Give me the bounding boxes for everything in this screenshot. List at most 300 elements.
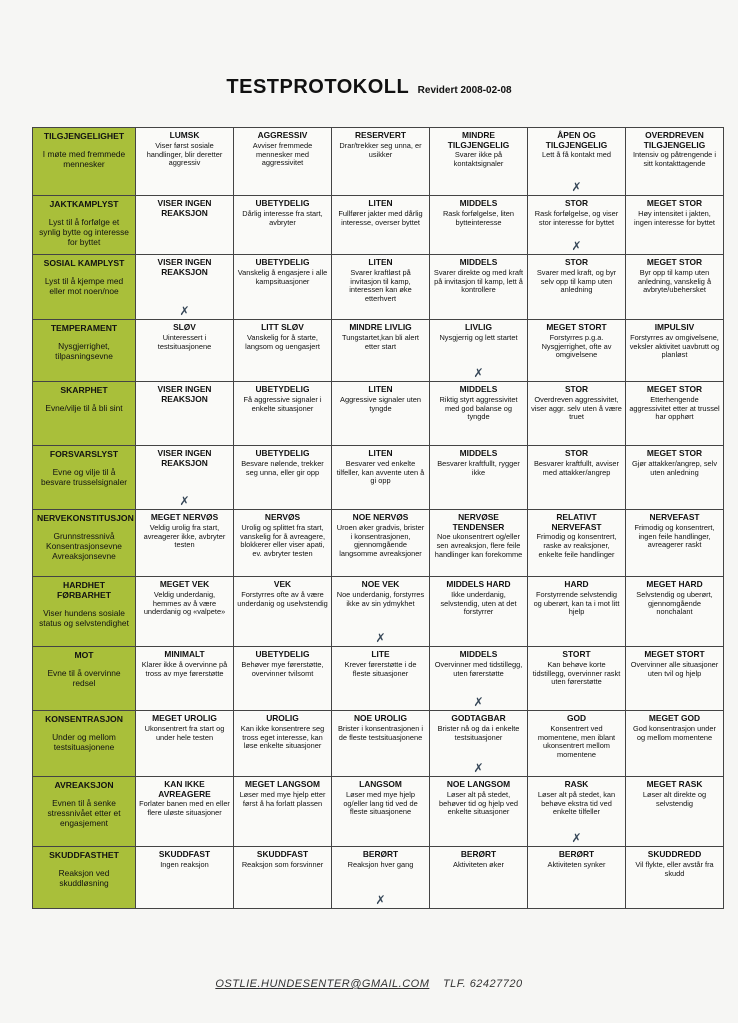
rating-cell[interactable] — [626, 446, 724, 510]
rating-title: MIDDELS — [459, 384, 498, 394]
rating-option — [139, 131, 230, 168]
check-mark-icon: ✗ — [571, 831, 582, 845]
rating-cell[interactable] — [528, 711, 626, 777]
rating-cell[interactable] — [136, 577, 234, 647]
rating-option — [237, 258, 328, 286]
rating-option — [139, 580, 230, 617]
table-row — [33, 320, 724, 382]
rating-title: SLØV — [173, 322, 196, 332]
rating-title: LUMSK — [169, 130, 200, 140]
rating-option — [335, 385, 426, 413]
rating-option — [629, 131, 720, 169]
rating-description: Løser med mye hjelp etter først å ha forlatt plassen — [239, 789, 326, 808]
row-description: Reaksjon ved skuddløsning — [58, 868, 110, 889]
rating-cell[interactable] — [234, 128, 332, 196]
rating-title: UBETYDELIG — [255, 649, 310, 659]
rating-cell[interactable] — [528, 847, 626, 909]
rating-option — [433, 199, 524, 227]
table-row — [33, 446, 724, 510]
rating-description: Kan ikke konsentrere seg tross eget interesse, kan løse enkelte situasjoner — [240, 723, 325, 751]
rating-title: LITEN — [368, 257, 393, 267]
row-description: Under og mellom testsituasjonene — [52, 732, 116, 753]
rating-title: MINIMALT — [164, 649, 205, 659]
rating-description: Veldig urolig fra start, avreagerer ikke, avbryter testen — [143, 522, 226, 550]
rating-option — [237, 714, 328, 751]
rating-cell[interactable] — [234, 777, 332, 847]
row-description: Viser hundens sosiale status og selvstendighet — [39, 608, 129, 629]
rating-title: MEGET STOR — [646, 448, 703, 458]
rating-cell[interactable] — [626, 847, 724, 909]
rating-cell[interactable] — [430, 255, 528, 320]
rating-description: Klarer ikke å overvinne på tross av mye førerstøtte — [141, 659, 228, 678]
rating-title: LANGSOM — [359, 779, 402, 789]
rating-title: MEGET LANGSOM — [245, 779, 320, 789]
rating-description: Ingen reaksjon — [160, 859, 209, 869]
rating-cell[interactable] — [528, 647, 626, 711]
rating-option — [531, 714, 622, 760]
rating-description: Overvinner alle situasjoner uten tvil og hjelp — [630, 659, 719, 678]
rating-cell[interactable] — [430, 847, 528, 909]
rating-cell[interactable] — [430, 777, 528, 847]
rating-title: NERVEFAST — [649, 512, 700, 522]
rating-cell[interactable] — [234, 382, 332, 446]
rating-description: Forstyrres av omgivelsene, veksler aktivitet uavbrutt og planløst — [629, 332, 720, 360]
row-description: I møte med fremmede mennesker — [42, 149, 126, 170]
rating-title: MEGET STOR — [646, 198, 703, 208]
row-title: TILGJENGELIGHET — [43, 131, 125, 141]
rating-title: SKUDDFAST — [158, 849, 211, 859]
rating-description: Forstyrres ofte av å være underdanig og uselvstendig — [237, 589, 328, 608]
rating-description: Svarer direkte og med kraft på invitasjon til kamp, lett å kontrollere — [433, 267, 524, 295]
rating-title: MEGET RASK — [646, 779, 703, 789]
rating-cell[interactable] — [234, 647, 332, 711]
rating-title: MIDDELS HARD — [446, 579, 511, 589]
rating-title: VISER INGEN REAKSJON — [157, 384, 212, 404]
rating-description: Løser alt på stedet, kan behøve ekstra tid ved enkelte tilfeller — [537, 789, 616, 817]
rating-description: Nysgjerrig og lett startet — [439, 332, 518, 342]
rating-option — [139, 323, 230, 351]
rating-option — [629, 850, 720, 878]
rating-option — [237, 650, 328, 678]
rating-description: Forstyrres p.g.a. Nysgjerrighet, ofte av omgivelsene — [541, 332, 612, 360]
rating-option — [629, 513, 720, 550]
row-title: FORSVARSLYST — [49, 449, 119, 459]
table-row — [33, 196, 724, 255]
rating-option — [237, 131, 328, 168]
rating-description: Noe ukonsentrert og/eller sen avreaksjon, flere feile handlinger kan forekomme — [434, 532, 523, 560]
rating-option — [237, 850, 328, 870]
table-row — [33, 647, 724, 711]
footer-email[interactable]: OSTLIE.HUNDESENTER@GMAIL.COM — [215, 978, 430, 990]
rating-title: UBETYDELIG — [255, 448, 310, 458]
rating-description: Svarer med kraft, og byr selv opp til kamp uten anledning — [536, 267, 617, 295]
table-row — [33, 577, 724, 647]
rating-description: Uinteressert i testsituasjonene — [157, 332, 212, 351]
rating-cell[interactable] — [626, 647, 724, 711]
rating-cell[interactable] — [626, 196, 724, 255]
rating-cell[interactable] — [430, 128, 528, 196]
rating-option — [433, 650, 524, 678]
rating-cell[interactable] — [136, 255, 234, 320]
rating-description: Viser først sosiale handlinger, blir deretter aggressiv — [146, 140, 223, 168]
table-row — [33, 128, 724, 196]
rating-description: Fullfører jakter med dårlig interesse, overser byttet — [338, 208, 423, 227]
rating-description: Ikke underdanig, selvstendig, uten at det forstyrrer — [440, 589, 517, 617]
rating-cell[interactable] — [626, 128, 724, 196]
rating-option — [433, 258, 524, 295]
row-label — [33, 446, 136, 510]
rating-cell[interactable] — [626, 777, 724, 847]
rating-title: UBETYDELIG — [255, 384, 310, 394]
rating-description: Svarer kraftløst på invitasjon til kamp, interessen kan øke etterhvert — [349, 267, 412, 304]
rating-description: Riktig styrt aggressivitet med god balanse og tyngde — [439, 394, 518, 422]
table-row — [33, 255, 724, 320]
rating-cell[interactable] — [626, 320, 724, 382]
rating-description: Forstyrrende selvstendig og uberørt, kan ta i mot litt hjelp — [533, 589, 620, 617]
rating-cell[interactable] — [234, 577, 332, 647]
rating-title: STOR — [564, 384, 589, 394]
rating-description: Overvinner med tidstillegg, uten førerstøtte — [434, 659, 523, 678]
rating-option — [139, 385, 230, 404]
row-title: KONSENTRASJON — [45, 714, 123, 724]
rating-title: UROLIG — [266, 713, 299, 723]
rating-description: Drar/trekker seg unna, er usikker — [339, 140, 422, 159]
row-title: SOSIAL KAMPLYST — [43, 258, 125, 268]
rating-title: MINDRE TILGJENGELIG — [447, 130, 510, 150]
rating-option — [335, 780, 426, 817]
rating-option — [629, 580, 720, 617]
rating-cell[interactable] — [528, 577, 626, 647]
row-title: NERVEKONSTITUSJON — [37, 513, 134, 523]
check-mark-icon: ✗ — [571, 180, 582, 194]
rating-option — [139, 449, 230, 468]
row-title: JAKTKAMPLYST — [49, 199, 119, 209]
rating-description: Besvare nølende, trekker seg unna, eller gir opp — [241, 458, 324, 477]
rating-description: Besvarer kraftfullt, rygger ikke — [437, 458, 520, 477]
rating-description: Dårlig interesse fra start, avbryter — [242, 208, 323, 227]
rating-option — [433, 580, 524, 617]
rating-cell[interactable] — [234, 847, 332, 909]
rating-option — [629, 650, 720, 678]
rating-option — [433, 323, 524, 343]
rating-option — [335, 199, 426, 227]
rating-title: UBETYDELIG — [255, 257, 310, 267]
rating-option — [531, 385, 622, 422]
row-label — [33, 255, 136, 320]
rating-option — [433, 714, 524, 742]
rating-cell[interactable] — [430, 510, 528, 577]
rating-cell[interactable] — [430, 196, 528, 255]
check-mark-icon: ✗ — [473, 695, 484, 709]
rating-title: LITT SLØV — [261, 322, 304, 332]
rating-cell[interactable] — [430, 577, 528, 647]
rating-description: Lett å få kontakt med — [541, 150, 612, 160]
rating-cell[interactable] — [626, 382, 724, 446]
rating-title: LITEN — [368, 384, 393, 394]
rating-title: MEGET GOD — [648, 713, 701, 723]
rating-cell[interactable] — [528, 510, 626, 577]
table-row — [33, 777, 724, 847]
table-row — [33, 711, 724, 777]
rating-cell[interactable] — [234, 510, 332, 577]
rating-title: STOR — [564, 198, 589, 208]
rating-cell[interactable] — [136, 382, 234, 446]
rating-cell[interactable] — [430, 647, 528, 711]
rating-option — [629, 199, 720, 227]
rating-title: LITEN — [368, 198, 393, 208]
rating-description: Aktiviteten synker — [547, 859, 606, 869]
rating-cell[interactable] — [234, 255, 332, 320]
check-mark-icon: ✗ — [179, 494, 190, 508]
title-text: TESTPROTOKOLL — [226, 76, 410, 98]
rating-description: Løser med mye hjelp og/eller lang tid ved de fleste situasjonene — [343, 789, 418, 817]
rating-option — [629, 449, 720, 477]
rating-cell[interactable] — [528, 255, 626, 320]
row-title: HARDHET FØRBARHET — [57, 580, 111, 600]
rating-description: Høy intensitet i jakten, ingen interesse for byttet — [634, 208, 715, 227]
rating-title: VISER INGEN REAKSJON — [157, 448, 212, 468]
rating-description: Vanskelig for å starte, langsom og uengasjert — [245, 332, 320, 351]
rating-title: GODTAGBAR — [451, 713, 506, 723]
rating-option — [531, 650, 622, 687]
row-description: Evnen til å senke stressnivået etter et engasjement — [47, 798, 121, 829]
rating-option — [335, 850, 426, 870]
rating-description: Løser alt på stedet, behøver tid og hjelp ved enkelte situasjoner — [439, 789, 518, 817]
rating-title: NOE NERVØS — [352, 512, 409, 522]
row-label — [33, 647, 136, 711]
table-row — [33, 510, 724, 577]
rating-cell[interactable] — [626, 510, 724, 577]
rating-option — [433, 780, 524, 817]
rating-description: Etterhengende aggressivitet etter at trussel har opphørt — [629, 394, 720, 422]
rating-option — [629, 258, 720, 295]
rating-option — [433, 385, 524, 422]
rating-description: Løser alt direkte og selvstendig — [642, 789, 707, 808]
rating-title: STOR — [564, 448, 589, 458]
rating-description: Frimodig og konsentrert, ingen feile handlinger, avreagerer raskt — [634, 522, 715, 550]
row-label — [33, 320, 136, 382]
rating-description: Reaksjon som forsvinner — [241, 859, 324, 869]
rating-title: MINDRE LIVLIG — [349, 322, 412, 332]
rating-title: VISER INGEN REAKSJON — [157, 257, 212, 277]
rating-cell[interactable] — [136, 320, 234, 382]
rating-cell[interactable] — [332, 647, 430, 711]
row-description: Lyst til å kjempe med eller mot noen/noe — [44, 276, 124, 297]
row-label — [33, 382, 136, 446]
rating-cell[interactable] — [332, 777, 430, 847]
rating-cell[interactable] — [332, 847, 430, 909]
test-protocol-table — [32, 127, 724, 909]
rating-cell[interactable] — [626, 577, 724, 647]
rating-description: Kan behøve korte tidstillegg, overvinner raskt uten førerstøtte — [532, 659, 621, 687]
rating-title: MEGET STORT — [644, 649, 705, 659]
rating-description: Uroen øker gradvis, brister i konsentrasjonen, gjennomgående langsomme avreaksjoner — [336, 522, 425, 559]
check-mark-icon: ✗ — [473, 366, 484, 380]
rating-cell[interactable] — [332, 711, 430, 777]
row-title: MOT — [74, 650, 94, 660]
page-title — [0, 76, 738, 99]
rating-description: Brister i konsentrasjonen i de fleste testsituasjonene — [337, 723, 424, 742]
rating-description: Besvarer kraftfullt, avviser med attakker/angrep — [533, 458, 620, 477]
rating-cell[interactable] — [136, 711, 234, 777]
check-mark-icon: ✗ — [473, 761, 484, 775]
check-mark-icon: ✗ — [571, 239, 582, 253]
row-label — [33, 711, 136, 777]
rating-cell[interactable] — [528, 196, 626, 255]
rating-title: NERVØS — [264, 512, 301, 522]
rating-cell[interactable] — [136, 777, 234, 847]
rating-description: Brister nå og da i enkelte testsituasjoner — [437, 723, 520, 742]
rating-option — [629, 714, 720, 742]
rating-option — [139, 258, 230, 277]
rating-option — [237, 385, 328, 413]
rating-title: MEGET HARD — [646, 579, 703, 589]
rating-option — [237, 449, 328, 477]
rating-option — [237, 199, 328, 227]
rating-option — [531, 580, 622, 617]
rating-description: Ukonsentrert fra start og under hele testen — [144, 723, 225, 742]
rating-title: LIVLIG — [465, 322, 492, 332]
footer-phone: TLF. 62427720 — [442, 978, 523, 990]
rating-title: MEGET STOR — [646, 257, 703, 267]
rating-description: Reaksjon hver gang — [347, 859, 414, 869]
rating-title: SKUDDFAST — [256, 849, 309, 859]
row-description: Evne/vilje til å bli sint — [45, 403, 123, 413]
rating-cell[interactable] — [626, 255, 724, 320]
rating-description: Noe underdanig, forstyrres ikke av sin ydmykhet — [336, 589, 425, 608]
row-description: Lyst til å forfølge et synlig bytte og interesse for byttet — [39, 217, 129, 248]
rating-cell[interactable] — [528, 128, 626, 196]
rating-description: Svarer ikke på kontaktsignaler — [453, 150, 504, 169]
rating-cell[interactable] — [528, 382, 626, 446]
rating-option — [531, 513, 622, 560]
revision-text: Revidert 2008-02-08 — [417, 85, 512, 96]
row-title: SKUDDFASTHET — [49, 850, 119, 860]
rating-description: Veldig underdanig, hemmes av å være underdanig og «valpete» — [143, 589, 226, 617]
row-label — [33, 777, 136, 847]
rating-option — [335, 513, 426, 559]
rating-option — [139, 513, 230, 550]
rating-description: Tungstartet,kan bli alert etter start — [342, 332, 419, 351]
rating-description: Besvarer ved enkelte tilfeller, kan avvente uten å gi opp — [336, 458, 425, 486]
rating-cell[interactable] — [332, 128, 430, 196]
rating-title: SKUDDREDD — [647, 849, 702, 859]
rating-description: Gjør attakker/angrep, selv uten anledning — [631, 458, 718, 477]
rating-option — [433, 850, 524, 870]
rating-option — [531, 323, 622, 360]
rating-title: MIDDELS — [459, 198, 498, 208]
row-description: Grunnstressnivå Konsentrasjonsevne Avreaksjonsevne — [46, 531, 122, 562]
rating-cell[interactable] — [528, 446, 626, 510]
rating-cell[interactable] — [234, 711, 332, 777]
row-title: SKARPHET — [60, 385, 108, 395]
rating-description: Intensiv og påtrengende i sitt kontakttagende — [632, 150, 716, 169]
rating-option — [139, 780, 230, 818]
footer-contact — [0, 978, 738, 990]
rating-description: Konsentrert ved momentene, men iblant ukonsentrert mellom momentene — [537, 723, 616, 760]
check-mark-icon: ✗ — [375, 631, 386, 645]
row-title: AVREAKSJON — [54, 780, 114, 790]
rating-title: IMPULSIV — [654, 322, 695, 332]
rating-option — [335, 580, 426, 608]
rating-description: Vil flykte, eller avstår fra skudd — [635, 859, 714, 878]
rating-option — [531, 449, 622, 477]
check-mark-icon: ✗ — [375, 893, 386, 907]
rating-cell[interactable] — [136, 847, 234, 909]
rating-description: Urolig og splittet fra start, vanskelig for å avreagere, blokkerer eller viser apati, ev. avbryter testen — [239, 522, 326, 559]
rating-cell[interactable] — [234, 320, 332, 382]
rating-option — [629, 385, 720, 422]
rating-description: Rask forfølgelse, og viser stor interesse for byttet — [534, 208, 619, 227]
rating-cell[interactable] — [136, 128, 234, 196]
rating-option — [237, 513, 328, 559]
table-row — [33, 847, 724, 909]
rating-option — [433, 131, 524, 169]
rating-title: AGGRESSIV — [257, 130, 308, 140]
rating-description: Behøver mye førerstøtte, overvinner tvilsomt — [241, 659, 324, 678]
rating-option — [433, 513, 524, 560]
rating-title: VEK — [273, 579, 292, 589]
rating-title: NOE LANGSOM — [446, 779, 511, 789]
rating-cell[interactable] — [234, 196, 332, 255]
row-description: Evne og vilje til å besvare trusselsignaler — [40, 467, 128, 488]
rating-title: VISER INGEN REAKSJON — [157, 198, 212, 218]
rating-cell[interactable] — [136, 647, 234, 711]
rating-description: Aktiviteten øker — [453, 859, 504, 869]
rating-cell[interactable] — [528, 320, 626, 382]
rating-title: NOE VEK — [361, 579, 400, 589]
rating-option — [629, 323, 720, 360]
rating-title: GOD — [566, 713, 587, 723]
rating-cell[interactable] — [234, 446, 332, 510]
rating-description: Overdreven aggressivitet, viser aggr. selv uten å være truet — [531, 394, 622, 422]
rating-cell[interactable] — [332, 577, 430, 647]
rating-title: STOR — [564, 257, 589, 267]
rating-description: Selvstendig og uberørt, gjennomgående nonchalant — [636, 589, 713, 617]
rating-cell[interactable] — [332, 382, 430, 446]
rating-cell[interactable] — [430, 382, 528, 446]
rating-cell[interactable] — [430, 320, 528, 382]
rating-cell[interactable] — [136, 510, 234, 577]
rating-cell[interactable] — [528, 777, 626, 847]
rating-title: KAN IKKE AVREAGERE — [158, 779, 211, 799]
rating-option — [335, 449, 426, 486]
rating-cell[interactable] — [136, 446, 234, 510]
rating-cell[interactable] — [332, 196, 430, 255]
rating-option — [531, 850, 622, 870]
rating-cell[interactable] — [332, 446, 430, 510]
rating-cell[interactable] — [136, 196, 234, 255]
rating-cell[interactable] — [332, 510, 430, 577]
rating-cell[interactable] — [332, 255, 430, 320]
rating-cell[interactable] — [430, 446, 528, 510]
bleed-through-text — [120, 8, 738, 25]
rating-title: OVERDREVEN TILGJENGELIG — [643, 130, 706, 150]
rating-cell[interactable] — [332, 320, 430, 382]
rating-cell[interactable] — [430, 711, 528, 777]
row-title: TEMPERAMENT — [50, 323, 118, 333]
rating-title: UBETYDELIG — [255, 198, 310, 208]
rating-title: LITEN — [368, 448, 393, 458]
rating-option — [139, 850, 230, 870]
rating-cell[interactable] — [626, 711, 724, 777]
rating-option — [335, 258, 426, 304]
rating-title: MIDDELS — [459, 448, 498, 458]
rating-description: Rask forfølgelse, liten bytteinteresse — [442, 208, 515, 227]
rating-option — [531, 131, 622, 160]
rating-title: MIDDELS — [459, 649, 498, 659]
rating-option — [531, 199, 622, 227]
